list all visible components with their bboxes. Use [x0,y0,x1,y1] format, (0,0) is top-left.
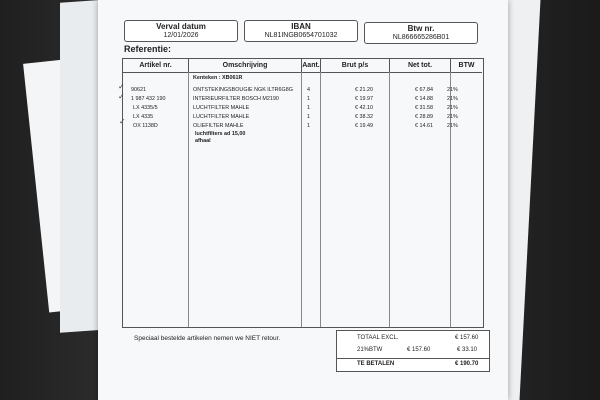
handwritten-check-icon: ✓ [118,92,125,101]
totals-pay-value: € 190.70 [455,361,479,367]
row-omschrijving: OLIEFILTER MAHLE [193,123,244,129]
col-divider [188,72,189,327]
due-date-value: 12/01/2026 [163,32,199,39]
col-divider [301,72,302,327]
row-brut: € 38.32 [355,114,373,120]
totals-btw-row [337,344,489,357]
iban-value: NL81INGB0654701032 [264,32,338,39]
kenteken: Kenteken : XB061R [193,75,243,81]
row-btw: 21% [447,96,458,102]
col-header-btw: BTW [451,59,482,73]
row-artikel: OX 1138D [133,123,158,129]
row-aant: 4 [307,87,310,93]
totals-excl-label: TOTAAL EXCL. [357,335,399,341]
referentie-label: Referentie: [124,44,172,54]
col-header-artikel: Artikel nr. [123,59,189,73]
row-aant: 1 [307,105,310,111]
special-order-note: Speciaal bestelde artikelen nemen we NIET retour. [134,335,281,342]
vat-box [364,22,478,44]
pickup-note: luchtfilters ad 15,00 [195,131,246,137]
vat-label: Btw nr. [407,24,435,33]
row-aant: 1 [307,114,310,120]
row-artikel: LX 4335 [133,114,154,120]
handwritten-check-icon: ✓ [118,82,125,91]
row-omschrijving: LUCHTFILTER MAHLE [193,114,250,120]
row-btw: 21% [447,114,458,120]
totals-btw-label: 21%BTW [357,347,383,353]
row-omschrijving: LUCHTFILTER MAHLE [193,105,250,111]
col-header-omschrijving: Omschrijving [189,59,302,73]
totals-btw-value: € 33.10 [457,347,478,353]
iban-box [244,20,358,42]
col-header-brut: Brut p/s [321,59,390,73]
row-net: € 14.88 [415,96,433,102]
row-brut: € 19.97 [355,96,373,102]
totals-box [336,330,490,372]
row-brut: € 21.20 [355,87,373,93]
row-artikel: 1 987 432 190 [131,96,166,102]
row-net: € 67.84 [415,87,433,93]
row-artikel: LX 4335/5 [133,105,158,111]
col-header-net: Net tot. [390,59,451,73]
due-date-box [124,20,238,42]
row-aant: 1 [307,96,310,102]
row-artikel: 90621 [131,87,146,93]
invoice-table [122,58,484,328]
col-divider [320,72,321,327]
row-btw: 21% [447,87,458,93]
row-omschrijving: INTERIEURFILTER BOSCH M2190 [193,96,279,102]
totals-pay-label: TE BETALEN [357,361,395,367]
row-net: € 28.89 [415,114,433,120]
row-net: € 31.58 [415,105,433,111]
iban-label: IBAN [291,22,311,31]
col-divider [389,72,390,327]
vat-value: NL866665286B01 [392,34,450,41]
row-omschrijving: ONTSTEKINGSBOUGIE NGK ILTR6G8G [193,87,293,93]
handwritten-check-icon: ✓ [119,117,126,126]
col-header-aant: Aant. [302,59,321,73]
row-aant: 1 [307,123,310,129]
row-btw: 21% [447,123,458,129]
row-brut: € 19.49 [355,123,373,129]
row-net: € 14.61 [415,123,433,129]
totals-excl-value: € 157.60 [455,335,479,341]
due-date-label: Verval datum [156,22,206,31]
totals-pay-row [337,358,489,371]
totals-btw-base: € 157.60 [407,347,431,353]
row-btw: 21% [447,105,458,111]
pickup-note: afhaal [195,138,211,144]
row-brut: € 42.10 [355,105,373,111]
